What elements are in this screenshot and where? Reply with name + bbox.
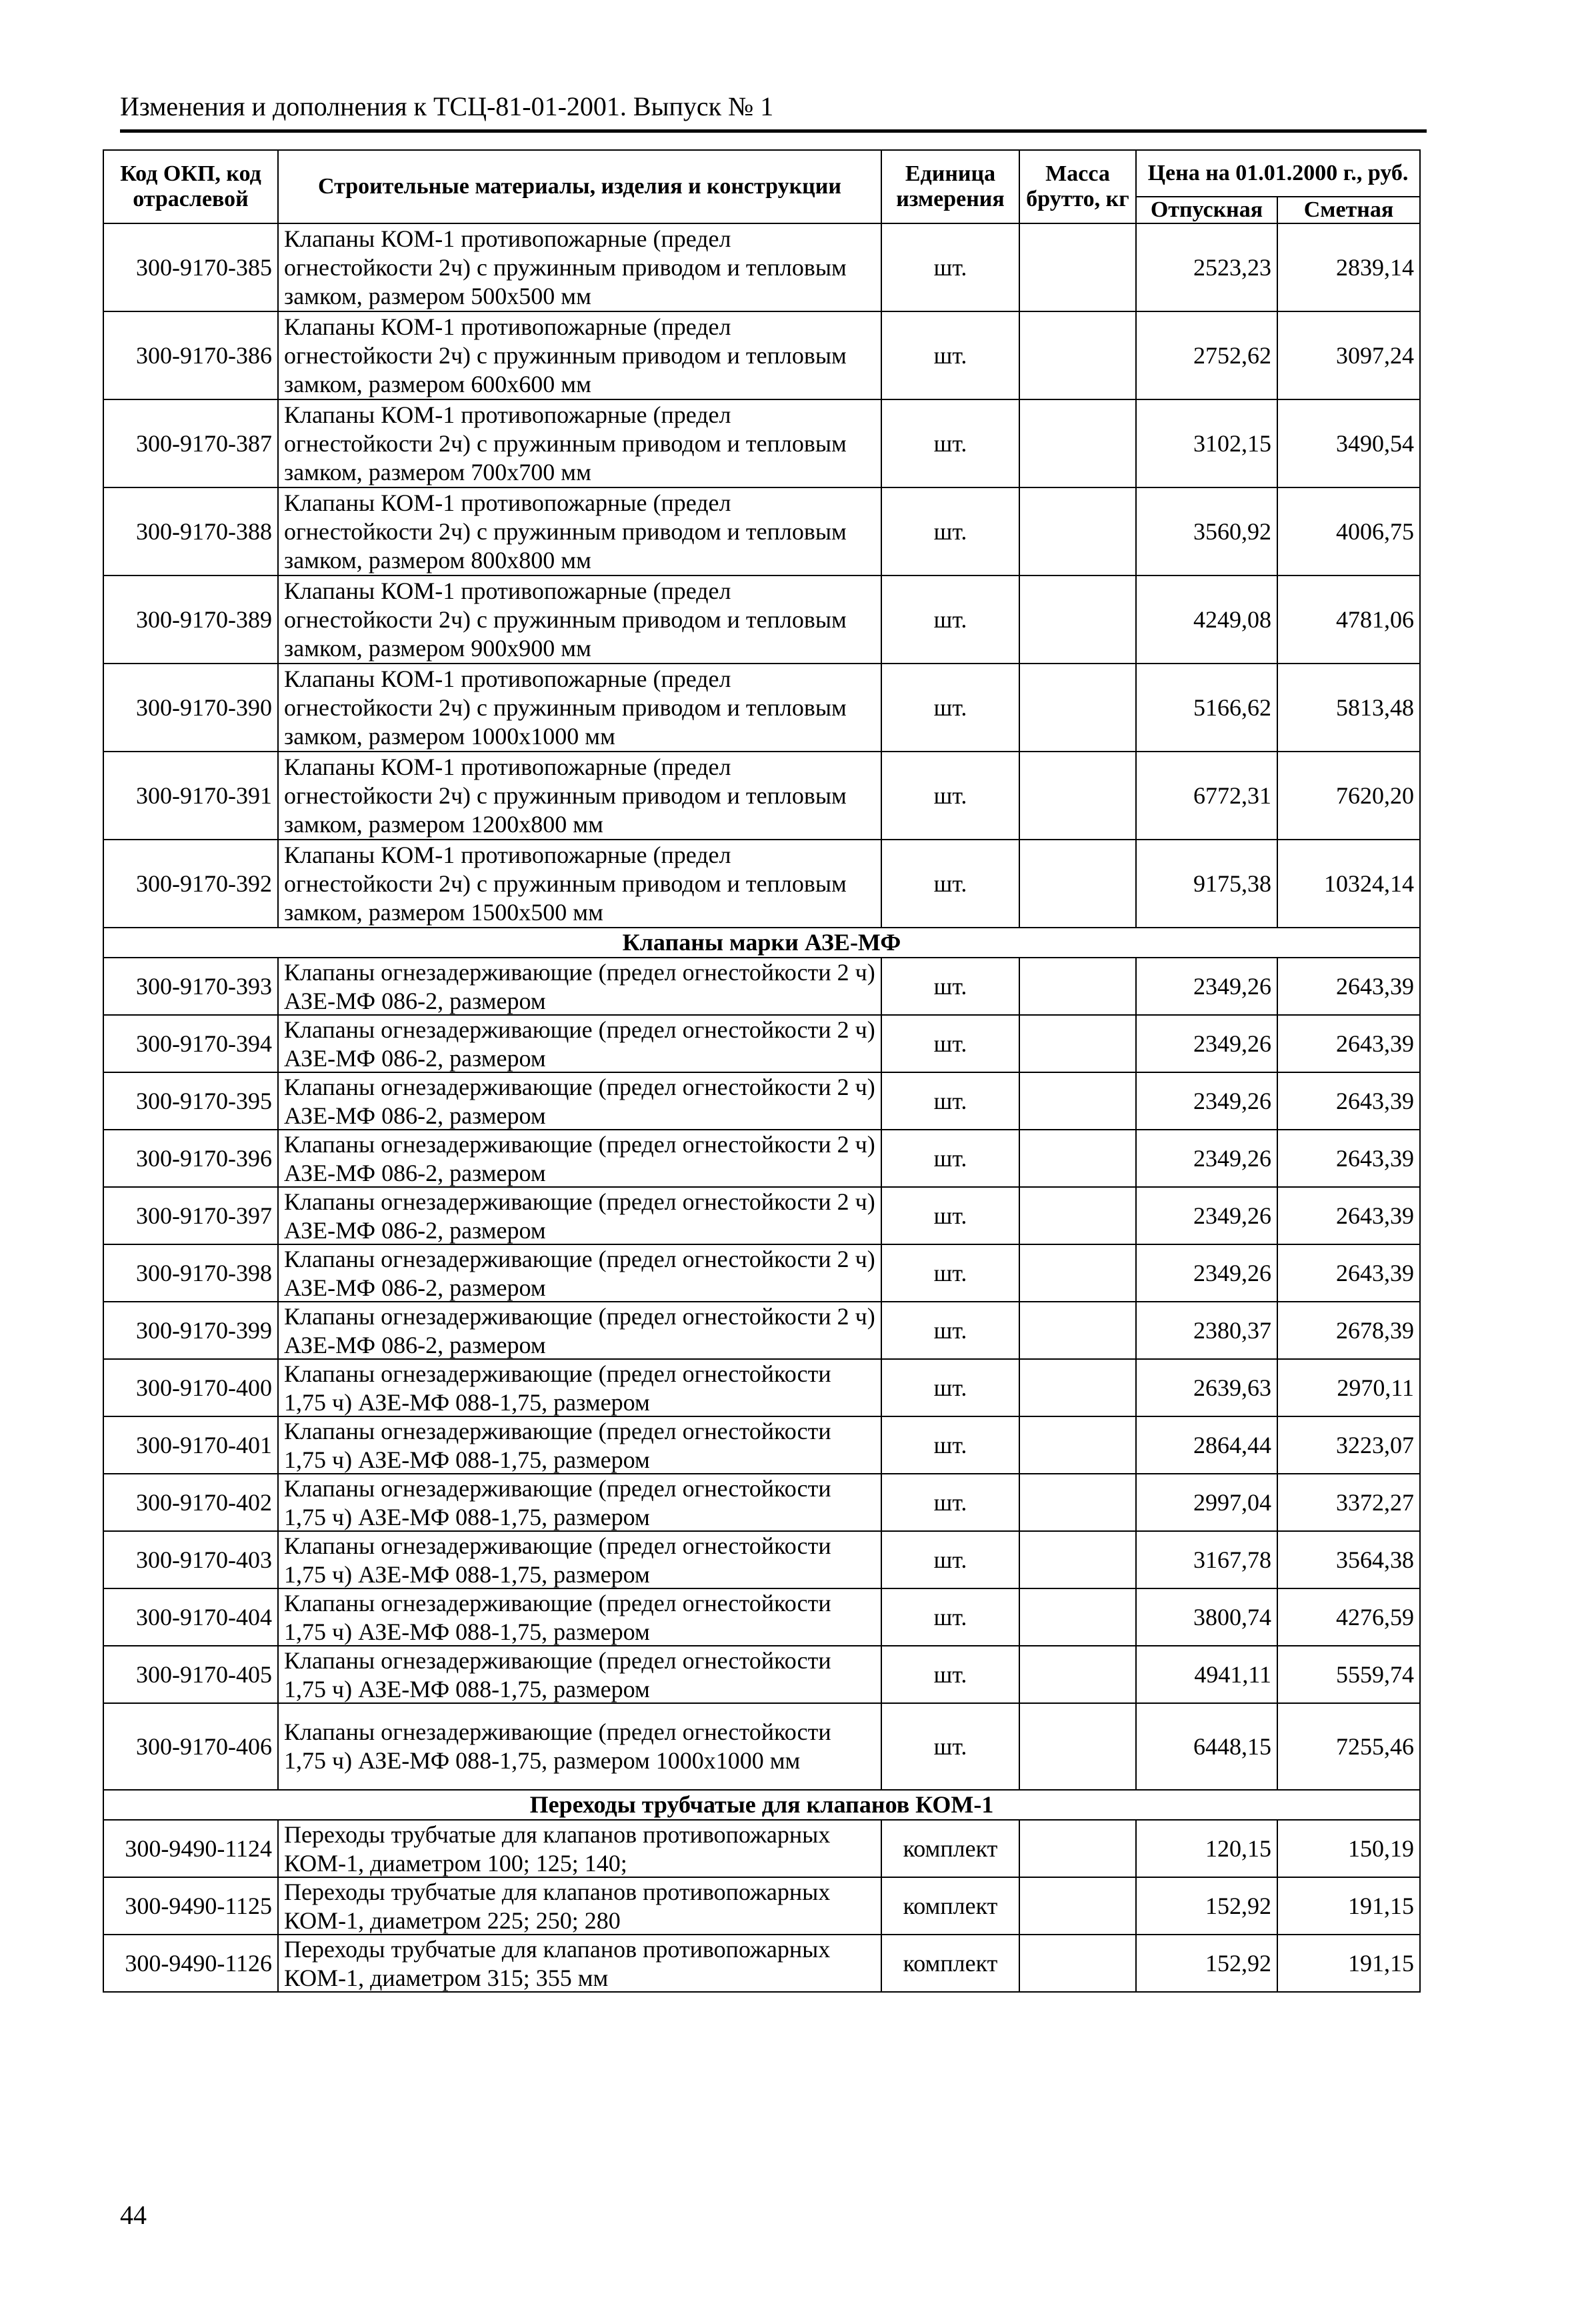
- item-code: 300-9170-392: [103, 840, 278, 928]
- item-unit: шт.: [881, 576, 1019, 664]
- item-price-estimate: 3097,24: [1277, 311, 1420, 399]
- item-name: Клапаны огнезадерживающие (предел огнестойкости 1,75 ч) АЗЕ-МФ 088-1,75, размером 1000х1000 мм: [278, 1703, 881, 1790]
- item-price-wholesale: 2349,26: [1136, 1072, 1277, 1130]
- item-name-text: Клапаны огнезадерживающие (предел огнестойкости 1,75 ч) АЗЕ-МФ 088-1,75, размером: [284, 1532, 831, 1588]
- item-mass: [1019, 664, 1136, 752]
- item-price-wholesale: 4941,11: [1136, 1646, 1277, 1703]
- item-price-estimate: 2839,14: [1277, 223, 1420, 311]
- item-name-text: Клапаны огнезадерживающие (предел огнестойкости 2 ч) АЗЕ-МФ 086-2, размером: [284, 1303, 875, 1358]
- item-price-estimate: 7255,46: [1277, 1703, 1420, 1790]
- section-row: [103, 928, 1420, 958]
- item-name: [278, 1877, 881, 1935]
- item-name-text: Переходы трубчатые для клапанов противопожарных КОМ-1, диаметром 100; 125; 140;: [284, 1821, 831, 1877]
- item-mass: [1019, 1531, 1136, 1588]
- item-name: [278, 1416, 881, 1474]
- item-name: [278, 1244, 881, 1302]
- item-code: 300-9170-399: [103, 1302, 278, 1359]
- item-name: [278, 1646, 881, 1703]
- item-mass: [1019, 1130, 1136, 1187]
- item-code: 300-9490-1126: [103, 1935, 278, 1992]
- table-row: [103, 1244, 1420, 1302]
- item-unit: шт.: [881, 487, 1019, 576]
- table-row: [103, 752, 1420, 840]
- col-header-unit: Единица измерения: [881, 150, 1019, 223]
- item-price-estimate: 4006,75: [1277, 487, 1420, 576]
- item-unit: шт.: [881, 1302, 1019, 1359]
- item-mass: [1019, 1244, 1136, 1302]
- item-price-estimate: 2678,39: [1277, 1302, 1420, 1359]
- item-code: 300-9490-1124: [103, 1820, 278, 1877]
- item-mass: [1019, 958, 1136, 1015]
- item-unit: шт.: [881, 1072, 1019, 1130]
- item-price-estimate: 5559,74: [1277, 1646, 1420, 1703]
- item-name-text: Клапаны огнезадерживающие (предел огнестойкости 1,75 ч) АЗЕ-МФ 088-1,75, размером: [284, 1418, 831, 1473]
- table-row: [103, 1130, 1420, 1187]
- item-name: [278, 1187, 881, 1244]
- item-name-text: Клапаны огнезадерживающие (предел огнестойкости 1,75 ч) АЗЕ-МФ 088-1,75, размером: [284, 1590, 831, 1645]
- item-name: [278, 1015, 881, 1072]
- item-name-text: Клапаны огнезадерживающие (предел огнестойкости 2 ч) АЗЕ-МФ 086-2, размером: [284, 959, 875, 1014]
- table-row: [103, 1646, 1420, 1703]
- item-mass: [1019, 1703, 1136, 1790]
- item-price-wholesale: 2864,44: [1136, 1416, 1277, 1474]
- item-name: Клапаны КОМ-1 противопожарные (предел огнестойкости 2ч) с пружинным приводом и тепловым замком, размером 500х500 мм: [278, 223, 881, 311]
- item-name: Клапаны КОМ-1 противопожарные (предел огнестойкости 2ч) с пружинным приводом и тепловым замком, размером 900х900 мм: [278, 576, 881, 664]
- table-row: [103, 958, 1420, 1015]
- item-unit: шт.: [881, 1416, 1019, 1474]
- item-code: 300-9170-386: [103, 311, 278, 399]
- section-title: Переходы трубчатые для клапанов КОМ-1: [103, 1790, 1420, 1820]
- item-mass: [1019, 1935, 1136, 1992]
- item-price-wholesale: 120,15: [1136, 1820, 1277, 1877]
- item-price-estimate: 2970,11: [1277, 1359, 1420, 1416]
- item-name-text: Клапаны огнезадерживающие (предел огнестойкости 2 ч) АЗЕ-МФ 086-2, размером: [284, 1016, 875, 1072]
- item-price-wholesale: 152,92: [1136, 1877, 1277, 1935]
- item-name: [278, 1474, 881, 1531]
- item-code: 300-9170-398: [103, 1244, 278, 1302]
- item-name: [278, 1531, 881, 1588]
- table-row: [103, 1474, 1420, 1531]
- item-name: [278, 958, 881, 1015]
- item-code: 300-9170-406: [103, 1703, 278, 1790]
- item-code: 300-9170-388: [103, 487, 278, 576]
- item-price-wholesale: 3560,92: [1136, 487, 1277, 576]
- table-row: [103, 1416, 1420, 1474]
- table-row: [103, 1877, 1420, 1935]
- table-row: [103, 576, 1420, 664]
- item-price-wholesale: 2380,37: [1136, 1302, 1277, 1359]
- item-code: 300-9170-391: [103, 752, 278, 840]
- item-price-estimate: 7620,20: [1277, 752, 1420, 840]
- item-unit: комплект: [881, 1820, 1019, 1877]
- item-name: Клапаны КОМ-1 противопожарные (предел огнестойкости 2ч) с пружинным приводом и тепловым замком, размером 1000х1000 мм: [278, 664, 881, 752]
- table-row: [103, 1015, 1420, 1072]
- item-price-wholesale: 2349,26: [1136, 1244, 1277, 1302]
- item-code: 300-9170-403: [103, 1531, 278, 1588]
- table-row: [103, 840, 1420, 928]
- table-row: [103, 311, 1420, 399]
- item-unit: шт.: [881, 958, 1019, 1015]
- item-price-wholesale: 2997,04: [1136, 1474, 1277, 1531]
- item-price-estimate: 191,15: [1277, 1935, 1420, 1992]
- col-header-code: Код ОКП, код отраслевой: [103, 150, 278, 223]
- item-mass: [1019, 1015, 1136, 1072]
- item-name: [278, 1935, 881, 1992]
- item-code: 300-9170-405: [103, 1646, 278, 1703]
- item-mass: [1019, 1359, 1136, 1416]
- item-price-wholesale: 2349,26: [1136, 1015, 1277, 1072]
- item-price-estimate: 2643,39: [1277, 958, 1420, 1015]
- item-mass: [1019, 1820, 1136, 1877]
- item-mass: [1019, 1474, 1136, 1531]
- item-name: [278, 1130, 881, 1187]
- item-price-wholesale: 6448,15: [1136, 1703, 1277, 1790]
- item-code: 300-9170-390: [103, 664, 278, 752]
- table-row: [103, 1703, 1420, 1790]
- item-unit: шт.: [881, 1531, 1019, 1588]
- table-row: [103, 1531, 1420, 1588]
- item-mass: [1019, 1588, 1136, 1646]
- item-name: [278, 1072, 881, 1130]
- item-unit: шт.: [881, 1187, 1019, 1244]
- table-row: [103, 487, 1420, 576]
- item-mass: [1019, 1416, 1136, 1474]
- item-unit: шт.: [881, 1359, 1019, 1416]
- item-price-estimate: 5813,48: [1277, 664, 1420, 752]
- item-mass: [1019, 1072, 1136, 1130]
- col-header-price-group: Цена на 01.01.2000 г., руб.: [1136, 150, 1420, 197]
- item-price-estimate: 2643,39: [1277, 1187, 1420, 1244]
- item-code: 300-9170-393: [103, 958, 278, 1015]
- item-name: Клапаны КОМ-1 противопожарные (предел огнестойкости 2ч) с пружинным приводом и тепловым замком, размером 1200х800 мм: [278, 752, 881, 840]
- item-unit: комплект: [881, 1935, 1019, 1992]
- item-price-wholesale: 5166,62: [1136, 664, 1277, 752]
- item-code: 300-9490-1125: [103, 1877, 278, 1935]
- item-name: [278, 1588, 881, 1646]
- item-price-estimate: 2643,39: [1277, 1072, 1420, 1130]
- item-price-wholesale: 3167,78: [1136, 1531, 1277, 1588]
- item-unit: шт.: [881, 1130, 1019, 1187]
- item-code: 300-9170-401: [103, 1416, 278, 1474]
- table-row: [103, 1935, 1420, 1992]
- section-title: Клапаны марки АЗЕ-МФ: [103, 928, 1420, 958]
- item-name-text: Переходы трубчатые для клапанов противопожарных КОМ-1, диаметром 225; 250; 280: [284, 1879, 831, 1934]
- table-row: [103, 1072, 1420, 1130]
- item-price-estimate: 2643,39: [1277, 1015, 1420, 1072]
- item-price-estimate: 3564,38: [1277, 1531, 1420, 1588]
- item-unit: шт.: [881, 752, 1019, 840]
- item-code: 300-9170-387: [103, 399, 278, 487]
- page-number: 44: [120, 2200, 147, 2230]
- item-mass: [1019, 840, 1136, 928]
- item-unit: шт.: [881, 840, 1019, 928]
- col-header-wholesale: Отпускная: [1136, 197, 1277, 223]
- item-code: 300-9170-397: [103, 1187, 278, 1244]
- item-price-estimate: 2643,39: [1277, 1130, 1420, 1187]
- item-price-wholesale: 2349,26: [1136, 1187, 1277, 1244]
- item-mass: [1019, 1187, 1136, 1244]
- item-unit: шт.: [881, 1244, 1019, 1302]
- item-unit: шт.: [881, 399, 1019, 487]
- table-row: [103, 1588, 1420, 1646]
- item-code: 300-9170-400: [103, 1359, 278, 1416]
- item-unit: шт.: [881, 1646, 1019, 1703]
- item-code: 300-9170-402: [103, 1474, 278, 1531]
- table-row: [103, 1187, 1420, 1244]
- item-price-wholesale: 6772,31: [1136, 752, 1277, 840]
- item-price-estimate: 3490,54: [1277, 399, 1420, 487]
- table-row: [103, 1302, 1420, 1359]
- item-price-estimate: 4781,06: [1277, 576, 1420, 664]
- item-price-estimate: 10324,14: [1277, 840, 1420, 928]
- table-row: [103, 664, 1420, 752]
- item-name: [278, 1820, 881, 1877]
- item-name-text: Клапаны огнезадерживающие (предел огнестойкости 2 ч) АЗЕ-МФ 086-2, размером: [284, 1131, 875, 1186]
- item-code: 300-9170-385: [103, 223, 278, 311]
- item-price-wholesale: 4249,08: [1136, 576, 1277, 664]
- item-name-text: Клапаны огнезадерживающие (предел огнестойкости 2 ч) АЗЕ-МФ 086-2, размером: [284, 1074, 875, 1129]
- item-price-wholesale: 9175,38: [1136, 840, 1277, 928]
- item-code: 300-9170-404: [103, 1588, 278, 1646]
- item-name-text: Клапаны огнезадерживающие (предел огнестойкости 2 ч) АЗЕ-МФ 086-2, размером: [284, 1188, 875, 1244]
- item-code: 300-9170-395: [103, 1072, 278, 1130]
- item-mass: [1019, 399, 1136, 487]
- item-mass: [1019, 223, 1136, 311]
- item-unit: шт.: [881, 664, 1019, 752]
- table-row: [103, 223, 1420, 311]
- table-row: [103, 1820, 1420, 1877]
- item-name: Клапаны КОМ-1 противопожарные (предел огнестойкости 2ч) с пружинным приводом и тепловым замком, размером 1500х500 мм: [278, 840, 881, 928]
- item-price-wholesale: 3800,74: [1136, 1588, 1277, 1646]
- item-name-text: Клапаны огнезадерживающие (предел огнестойкости 2 ч) АЗЕ-МФ 086-2, размером: [284, 1246, 875, 1301]
- item-name: [278, 1302, 881, 1359]
- item-price-wholesale: 2349,26: [1136, 1130, 1277, 1187]
- item-price-wholesale: 152,92: [1136, 1935, 1277, 1992]
- item-unit: шт.: [881, 223, 1019, 311]
- item-price-estimate: 2643,39: [1277, 1244, 1420, 1302]
- item-name-text: Клапаны огнезадерживающие (предел огнестойкости 1,75 ч) АЗЕ-МФ 088-1,75, размером: [284, 1360, 831, 1416]
- item-price-wholesale: 2639,63: [1136, 1359, 1277, 1416]
- item-unit: комплект: [881, 1877, 1019, 1935]
- item-name: Клапаны КОМ-1 противопожарные (предел огнестойкости 2ч) с пружинным приводом и тепловым замком, размером 600х600 мм: [278, 311, 881, 399]
- table-row: [103, 399, 1420, 487]
- price-table: [103, 149, 1421, 1993]
- item-mass: [1019, 311, 1136, 399]
- item-mass: [1019, 1646, 1136, 1703]
- item-name-text: Клапаны огнезадерживающие (предел огнестойкости 1,75 ч) АЗЕ-МФ 088-1,75, размером: [284, 1475, 831, 1530]
- item-mass: [1019, 1877, 1136, 1935]
- item-price-wholesale: 2752,62: [1136, 311, 1277, 399]
- item-price-estimate: 150,19: [1277, 1820, 1420, 1877]
- item-name-text: Клапаны огнезадерживающие (предел огнестойкости 1,75 ч) АЗЕ-МФ 088-1,75, размером: [284, 1647, 831, 1702]
- item-price-estimate: 191,15: [1277, 1877, 1420, 1935]
- table-row: [103, 1359, 1420, 1416]
- item-price-estimate: 4276,59: [1277, 1588, 1420, 1646]
- item-mass: [1019, 487, 1136, 576]
- col-header-mass: Масса брутто, кг: [1019, 150, 1136, 223]
- item-name-text: Переходы трубчатые для клапанов противопожарных КОМ-1, диаметром 315; 355 мм: [284, 1936, 831, 1991]
- item-name: Клапаны КОМ-1 противопожарные (предел огнестойкости 2ч) с пружинным приводом и тепловым замком, размером 800х800 мм: [278, 487, 881, 576]
- item-price-estimate: 3223,07: [1277, 1416, 1420, 1474]
- item-unit: шт.: [881, 1703, 1019, 1790]
- item-mass: [1019, 752, 1136, 840]
- item-price-wholesale: 2523,23: [1136, 223, 1277, 311]
- item-code: 300-9170-394: [103, 1015, 278, 1072]
- item-unit: шт.: [881, 311, 1019, 399]
- item-unit: шт.: [881, 1588, 1019, 1646]
- col-header-name: Строительные материалы, изделия и конструкции: [278, 150, 881, 223]
- document-header: Изменения и дополнения к ТСЦ-81-01-2001. Выпуск № 1: [120, 91, 1427, 133]
- table-body: [103, 223, 1420, 1992]
- item-name: Клапаны КОМ-1 противопожарные (предел огнестойкости 2ч) с пружинным приводом и тепловым замком, размером 700х700 мм: [278, 399, 881, 487]
- item-code: 300-9170-389: [103, 576, 278, 664]
- item-code: 300-9170-396: [103, 1130, 278, 1187]
- item-unit: шт.: [881, 1474, 1019, 1531]
- item-mass: [1019, 576, 1136, 664]
- item-name: [278, 1359, 881, 1416]
- col-header-estimate: Сметная: [1277, 197, 1420, 223]
- item-price-wholesale: 3102,15: [1136, 399, 1277, 487]
- item-unit: шт.: [881, 1015, 1019, 1072]
- item-mass: [1019, 1302, 1136, 1359]
- item-price-estimate: 3372,27: [1277, 1474, 1420, 1531]
- item-price-wholesale: 2349,26: [1136, 958, 1277, 1015]
- section-row: [103, 1790, 1420, 1820]
